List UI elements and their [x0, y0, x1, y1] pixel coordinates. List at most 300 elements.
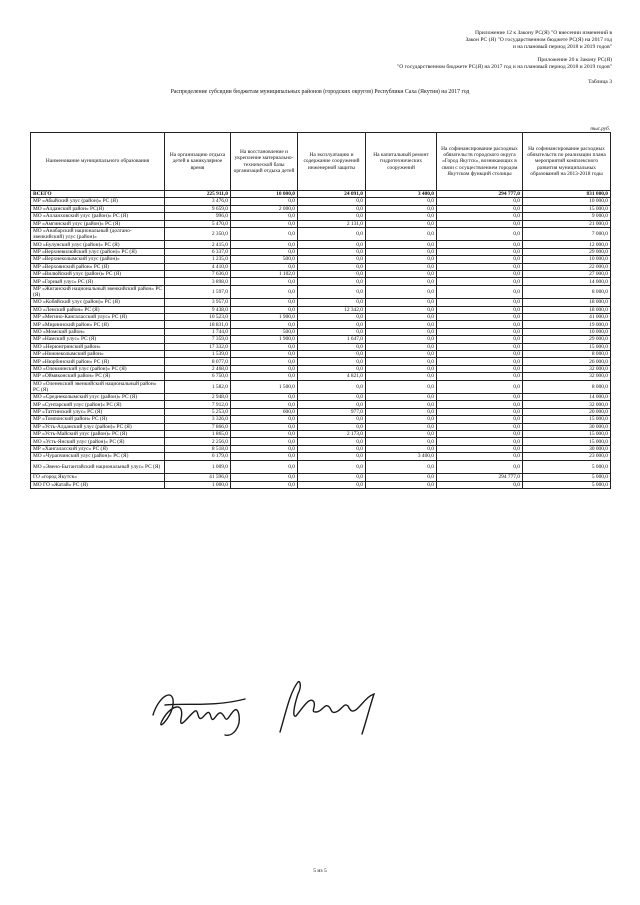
amount-cell: 0,0	[437, 351, 523, 358]
amount-cell: 19 000,0	[523, 321, 611, 328]
amount-cell: 8 518,0	[165, 445, 231, 452]
amount-cell: 15 000,0	[523, 438, 611, 445]
amount-cell: 0,0	[366, 474, 437, 481]
municipality-name: МР «Нюрбинский район» РС (Я)	[31, 358, 165, 365]
amount-cell: 41 596,0	[165, 474, 231, 481]
municipality-name: МО «Эвено-Бытантайский национальный улус» РС (Я)	[31, 460, 165, 474]
municipality-name: МР «Мегино-Кангаласский улус» РС (Я)	[31, 314, 165, 321]
amount-cell: 8 000,0	[523, 380, 611, 394]
amount-cell: 0,0	[366, 380, 437, 394]
amount-cell: 0,0	[437, 220, 523, 227]
municipality-name: МР «Хангаласский улус» РС (Я)	[31, 445, 165, 452]
amount-cell: 0,0	[366, 198, 437, 205]
amount-cell: 0,0	[298, 278, 366, 285]
total-cell: 294 777,0	[437, 191, 523, 198]
table-row	[31, 299, 611, 306]
annex-20-header	[312, 57, 612, 71]
municipality-name: МО «Момский район»	[31, 328, 165, 335]
annex-12-line: Приложение 12 к Закону РС(Я) "О внесении изменений в	[474, 30, 612, 36]
amount-cell: 0,0	[366, 271, 437, 278]
amount-cell: 0,0	[366, 431, 437, 438]
amount-cell: 1 500,0	[231, 380, 298, 394]
amount-cell: 32 000,0	[523, 365, 611, 372]
amount-cell: 0,0	[366, 299, 437, 306]
amount-cell: 0,0	[298, 271, 366, 278]
amount-cell: 0,0	[231, 358, 298, 365]
amount-cell: 0,0	[366, 358, 437, 365]
amount-cell: 4 821,0	[298, 373, 366, 380]
amount-cell: 0,0	[437, 373, 523, 380]
amount-cell: 0,0	[366, 213, 437, 220]
table-row	[31, 285, 611, 299]
amount-cell: 3 400,0	[366, 453, 437, 460]
municipality-name: МР «Томпонский район» РС (Я)	[31, 416, 165, 423]
amount-cell: 0,0	[231, 248, 298, 255]
amount-cell: 0,0	[298, 321, 366, 328]
amount-cell: 0,0	[366, 343, 437, 350]
amount-cell: 0,0	[231, 431, 298, 438]
amount-cell: 0,0	[366, 278, 437, 285]
amount-cell: 0,0	[366, 401, 437, 408]
amount-cell: 0,0	[298, 380, 366, 394]
amount-cell: 10 000,0	[523, 328, 611, 335]
amount-cell: 0,0	[437, 306, 523, 313]
table-row	[31, 445, 611, 452]
amount-cell: 0,0	[437, 445, 523, 452]
municipality-name: МР «Верхоянский район» РС (Я)	[31, 263, 165, 270]
municipality-name: МО ГО «Жатай» РС (Я)	[31, 481, 165, 488]
amount-cell: 1 900,0	[231, 314, 298, 321]
amount-cell: 12 342,0	[298, 306, 366, 313]
amount-cell: 6 337,0	[165, 248, 231, 255]
amount-cell: 0,0	[437, 248, 523, 255]
amount-cell: 7 359,0	[165, 336, 231, 343]
amount-cell: 0,0	[298, 351, 366, 358]
amount-cell: 0,0	[437, 343, 523, 350]
amount-cell: 9 659,0	[165, 205, 231, 212]
amount-cell: 0,0	[231, 438, 298, 445]
amount-cell: 0,0	[298, 256, 366, 263]
municipality-name: МР «Оймяконский район» РС (Я)	[31, 373, 165, 380]
amount-cell: 10 000,0	[523, 198, 611, 205]
municipality-name: МО «Алданский район» РС(Я)	[31, 205, 165, 212]
table-row	[31, 431, 611, 438]
amount-cell: 14 000,0	[523, 278, 611, 285]
amount-cell: 18 000,0	[523, 299, 611, 306]
amount-cell: 0,0	[298, 241, 366, 248]
annex-12-line: и на плановый период 2018 и 2019 годов"	[512, 44, 612, 50]
amount-cell: 0,0	[298, 205, 366, 212]
amount-cell: 0,0	[366, 365, 437, 372]
amount-cell: 0,0	[366, 351, 437, 358]
total-cell: 225 911,0	[165, 191, 231, 198]
amount-cell: 0,0	[437, 271, 523, 278]
amount-cell: 0,0	[366, 336, 437, 343]
amount-cell: 29 000,0	[523, 336, 611, 343]
amount-cell: 5 000,0	[523, 481, 611, 488]
amount-cell: 0,0	[366, 314, 437, 321]
amount-cell: 5 470,0	[165, 220, 231, 227]
document-title: Распределение субсидии бюджетам муниципальных районов (городских округов) Республики Саха (Якутия) на 2017 год	[170, 89, 470, 95]
table-row	[31, 336, 611, 343]
amount-cell: 600,0	[231, 408, 298, 415]
amount-cell: 7 000,0	[523, 227, 611, 241]
amount-cell: 9 438,0	[165, 306, 231, 313]
amount-cell: 12 000,0	[523, 241, 611, 248]
amount-cell: 0,0	[437, 241, 523, 248]
amount-cell: 2 131,0	[298, 220, 366, 227]
amount-cell: 0,0	[366, 328, 437, 335]
amount-cell: 3 898,0	[165, 278, 231, 285]
table-row	[31, 401, 611, 408]
page-number: 5 из 5	[313, 868, 327, 874]
table-row	[31, 394, 611, 401]
amount-cell: 5 000,0	[523, 474, 611, 481]
amount-cell: 0,0	[298, 285, 366, 299]
table-row	[31, 351, 611, 358]
amount-cell: 500,0	[231, 328, 298, 335]
amount-cell: 0,0	[231, 227, 298, 241]
amount-cell: 0,0	[231, 241, 298, 248]
units-label: тыс.руб.	[590, 126, 610, 132]
table-row	[31, 358, 611, 365]
amount-cell: 2 415,0	[165, 241, 231, 248]
amount-cell: 0,0	[231, 401, 298, 408]
table-row	[31, 306, 611, 313]
amount-cell: 0,0	[298, 343, 366, 350]
amount-cell: 0,0	[437, 227, 523, 241]
annex-12-line: Закон РС (Я) "О государственном бюджете РС(Я) на 2017 год	[465, 37, 612, 43]
municipality-name: МО «Кобяйский улус (район)» РС (Я)	[31, 299, 165, 306]
table-row	[31, 220, 611, 227]
amount-cell: 0,0	[231, 365, 298, 372]
amount-cell: 0,0	[437, 460, 523, 474]
amount-cell: 0,0	[366, 256, 437, 263]
column-header: На эксплуатацию и содержание сооружений инженерной защиты	[298, 133, 366, 191]
table-row	[31, 241, 611, 248]
amount-cell: 0,0	[231, 213, 298, 220]
amount-cell: 0,0	[437, 314, 523, 321]
amount-cell: 0,0	[298, 401, 366, 408]
column-header: На софинансирование расходных обязательств городского округа «Город Якутск», возникающих в связи с осуществлением городом Якутском функций столицы	[437, 133, 523, 191]
amount-cell: 0,0	[366, 285, 437, 299]
amount-cell: 8 000,0	[523, 285, 611, 299]
amount-cell: 0,0	[437, 416, 523, 423]
amount-cell: 0,0	[437, 365, 523, 372]
amount-cell: 18 000,0	[523, 306, 611, 313]
municipality-name: МР «Усть-Майский улус (район)» РС (Я)	[31, 431, 165, 438]
table-row	[31, 416, 611, 423]
amount-cell: 30 000,0	[523, 423, 611, 430]
amount-cell: 1 647,0	[298, 336, 366, 343]
amount-cell: 15 000,0	[523, 343, 611, 350]
table-row	[31, 328, 611, 335]
amount-cell: 0,0	[231, 373, 298, 380]
municipality-name: МР «Намский улус» РС (Я)	[31, 336, 165, 343]
table-row	[31, 373, 611, 380]
table-row	[31, 248, 611, 255]
table-label: Таблица 3	[588, 79, 612, 85]
column-header: На софинансирование расходных обязательств по реализации плана мероприятий комплексного развития муниципальных образований на 2013-2018 годы	[523, 133, 611, 191]
column-header: На организацию отдыха детей в каникулярное время	[165, 133, 231, 191]
total-label: ВСЕГО	[31, 191, 165, 198]
amount-cell: 6 179,0	[165, 453, 231, 460]
amount-cell: 0,0	[298, 453, 366, 460]
table-row	[31, 474, 611, 481]
amount-cell: 9 000,0	[523, 213, 611, 220]
municipality-name: МО «Олекминский улус (район)» РС (Я)	[31, 365, 165, 372]
amount-cell: 996,0	[165, 213, 231, 220]
amount-cell: 7 866,0	[165, 423, 231, 430]
amount-cell: 2 468,0	[165, 365, 231, 372]
amount-cell: 0,0	[298, 328, 366, 335]
amount-cell: 0,0	[231, 306, 298, 313]
amount-cell: 0,0	[298, 227, 366, 241]
amount-cell: 17 332,0	[165, 343, 231, 350]
amount-cell: 0,0	[366, 321, 437, 328]
table-row	[31, 481, 611, 488]
amount-cell: 0,0	[231, 453, 298, 460]
amount-cell: 0,0	[231, 460, 298, 474]
amount-cell: 0,0	[366, 445, 437, 452]
annex-20-line: "О государственном бюджете РС(Я) на 2017 год и на плановый период 2018 и 2019 годов"	[396, 64, 612, 70]
total-cell: 10 000,0	[231, 191, 298, 198]
amount-cell: 2 948,0	[165, 394, 231, 401]
table-row	[31, 343, 611, 350]
amount-cell: 0,0	[298, 416, 366, 423]
amount-cell: 0,0	[437, 278, 523, 285]
amount-cell: 0,0	[366, 373, 437, 380]
annex-12-header	[382, 30, 612, 51]
municipality-name: МО «Нерюнгринский район»	[31, 343, 165, 350]
amount-cell: 41 000,0	[523, 314, 611, 321]
amount-cell: 3 326,0	[165, 416, 231, 423]
amount-cell: 0,0	[231, 285, 298, 299]
amount-cell: 0,0	[366, 227, 437, 241]
amount-cell: 0,0	[437, 205, 523, 212]
amount-cell: 0,0	[366, 408, 437, 415]
amount-cell: 0,0	[231, 445, 298, 452]
amount-cell: 0,0	[298, 394, 366, 401]
amount-cell: 0,0	[437, 431, 523, 438]
municipality-name: МО «Оленекский эвенкийский национальный район» РС (Я)	[31, 380, 165, 394]
amount-cell: 20 000,0	[523, 408, 611, 415]
table-row	[31, 365, 611, 372]
amount-cell: 0,0	[231, 481, 298, 488]
table-row	[31, 321, 611, 328]
municipality-name: МР «Верхнеколымский улус (район)»	[31, 256, 165, 263]
amount-cell: 14 000,0	[523, 394, 611, 401]
amount-cell: 10 000,0	[523, 256, 611, 263]
amount-cell: 5 000,0	[523, 460, 611, 474]
amount-cell: 1 597,0	[165, 285, 231, 299]
amount-cell: 29 000,0	[523, 248, 611, 255]
amount-cell: 0,0	[231, 220, 298, 227]
amount-cell: 1 539,0	[165, 351, 231, 358]
amount-cell: 0,0	[437, 285, 523, 299]
amount-cell: 0,0	[231, 423, 298, 430]
table-row	[31, 271, 611, 278]
amount-cell: 2 350,0	[165, 227, 231, 241]
amount-cell: 0,0	[437, 321, 523, 328]
amount-cell: 0,0	[437, 423, 523, 430]
municipality-name: МО «Ленский район» РС (Я)	[31, 306, 165, 313]
municipality-name: МР «Вилюйский улус (район)» РС (Я)	[31, 271, 165, 278]
amount-cell: 1 582,0	[165, 380, 231, 394]
amount-cell: 1 235,0	[165, 256, 231, 263]
amount-cell: 0,0	[366, 248, 437, 255]
amount-cell: 0,0	[298, 474, 366, 481]
table-row	[31, 256, 611, 263]
amount-cell: 7 912,0	[165, 401, 231, 408]
amount-cell: 0,0	[437, 481, 523, 488]
amount-cell: 2 173,0	[298, 431, 366, 438]
municipality-name: МР «Горный улус» РС (Я)	[31, 278, 165, 285]
total-cell: 24 091,0	[298, 191, 366, 198]
amount-cell: 1 000,0	[165, 481, 231, 488]
municipality-name: МО «Булунский улус (район)» РС (Я)	[31, 241, 165, 248]
municipality-name: МО «Среднеколымский улус (район)» РС (Я)	[31, 394, 165, 401]
table-row	[31, 314, 611, 321]
amount-cell: 8 000,0	[523, 351, 611, 358]
amount-cell: 0,0	[437, 408, 523, 415]
municipality-name: МО «Анабарский национальный (долгано-эвенкийский) улус (район)»	[31, 227, 165, 241]
amount-cell: 0,0	[231, 416, 298, 423]
amount-cell: 32 000,0	[523, 401, 611, 408]
amount-cell: 5 253,0	[165, 408, 231, 415]
signature-2-image	[270, 672, 390, 742]
total-cell: 3 400,0	[366, 191, 437, 198]
amount-cell: 7 636,0	[165, 271, 231, 278]
amount-cell: 1 865,0	[165, 431, 231, 438]
amount-cell: 0,0	[298, 438, 366, 445]
amount-cell: 0,0	[366, 220, 437, 227]
amount-cell: 0,0	[366, 205, 437, 212]
amount-cell: 0,0	[231, 263, 298, 270]
amount-cell: 2 256,0	[165, 438, 231, 445]
municipality-name: МО «Аллаиховский улус (район)» РС (Я)	[31, 213, 165, 220]
amount-cell: 0,0	[298, 263, 366, 270]
amount-cell: 0,0	[437, 438, 523, 445]
municipality-name: МР «Жиганский национальный эвенкийский район» РС (Я)	[31, 285, 165, 299]
amount-cell: 21 000,0	[523, 220, 611, 227]
amount-cell: 0,0	[437, 328, 523, 335]
table-row	[31, 263, 611, 270]
amount-cell: 0,0	[298, 198, 366, 205]
amount-cell: 1 744,0	[165, 328, 231, 335]
amount-cell: 15 000,0	[523, 205, 611, 212]
amount-cell: 0,0	[437, 336, 523, 343]
total-cell: 831 000,0	[523, 191, 611, 198]
amount-cell: 0,0	[437, 453, 523, 460]
amount-cell: 0,0	[437, 401, 523, 408]
amount-cell: 27 000,0	[523, 271, 611, 278]
amount-cell: 0,0	[366, 263, 437, 270]
amount-cell: 0,0	[231, 278, 298, 285]
column-header: На восстановление и укрепление материально-технической базы организаций отдыха детей	[231, 133, 298, 191]
amount-cell: 0,0	[437, 380, 523, 394]
amount-cell: 0,0	[366, 481, 437, 488]
municipality-name: МР «Верхневилюйский улус (район)» РС (Я)	[31, 248, 165, 255]
municipality-name: МР «Абыйский улус (район)» РС (Я)	[31, 198, 165, 205]
amount-cell: 15 000,0	[523, 416, 611, 423]
amount-cell: 0,0	[366, 416, 437, 423]
amount-cell: 0,0	[437, 263, 523, 270]
amount-cell: 0,0	[366, 460, 437, 474]
municipality-name: МР «Нижнеколымский район»	[31, 351, 165, 358]
amount-cell: 0,0	[366, 306, 437, 313]
municipality-name: МО «Усть-Янский улус (район)» РС (Я)	[31, 438, 165, 445]
table-row	[31, 453, 611, 460]
table-row	[31, 278, 611, 285]
municipality-name: МО «Чурапчинский улус (район)» РС (Я)	[31, 453, 165, 460]
signature-1-image	[145, 675, 255, 745]
amount-cell: 0,0	[231, 351, 298, 358]
table-row	[31, 423, 611, 430]
municipality-name: ГО «город Якутск»	[31, 474, 165, 481]
amount-cell: 0,0	[298, 248, 366, 255]
amount-cell: 0,0	[437, 213, 523, 220]
table-row	[31, 205, 611, 212]
amount-cell: 0,0	[231, 394, 298, 401]
subsidy-table	[30, 132, 611, 489]
amount-cell: 0,0	[366, 438, 437, 445]
municipality-name: МР «Таттинский улус» РС (Я)	[31, 408, 165, 415]
amount-cell: 8 077,0	[165, 358, 231, 365]
amount-cell: 0,0	[366, 241, 437, 248]
amount-cell: 0,0	[298, 460, 366, 474]
amount-cell: 0,0	[298, 299, 366, 306]
table-body	[31, 191, 611, 489]
municipality-name: МР «Амгинский улус (район)» РС (Я)	[31, 220, 165, 227]
table-header-row	[31, 133, 611, 191]
amount-cell: 26 000,0	[523, 358, 611, 365]
amount-cell: 1 009,0	[165, 460, 231, 474]
amount-cell: 0,0	[231, 321, 298, 328]
table-row	[31, 460, 611, 474]
municipality-name: МР «Сунтарский улус (район)» РС (Я)	[31, 401, 165, 408]
amount-cell: 0,0	[231, 474, 298, 481]
total-row	[31, 191, 611, 198]
amount-cell: 0,0	[298, 314, 366, 321]
column-header: На капитальный ремонт гидротехнических сооружений	[366, 133, 437, 191]
amount-cell: 500,0	[231, 256, 298, 263]
amount-cell: 977,0	[298, 408, 366, 415]
amount-cell: 0,0	[437, 394, 523, 401]
amount-cell: 0,0	[298, 365, 366, 372]
amount-cell: 0,0	[437, 198, 523, 205]
amount-cell: 0,0	[298, 481, 366, 488]
amount-cell: 3 957,0	[165, 299, 231, 306]
municipality-name: МР «Мирнинский район» РС (Я)	[31, 321, 165, 328]
table-row	[31, 408, 611, 415]
table-row	[31, 438, 611, 445]
amount-cell: 32 000,0	[523, 373, 611, 380]
amount-cell: 0,0	[366, 423, 437, 430]
municipality-name: МР «Усть-Алданский улус (район)» РС (Я)	[31, 423, 165, 430]
amount-cell: 1 102,0	[231, 271, 298, 278]
amount-cell: 0,0	[231, 198, 298, 205]
annex-20-line: Приложение 20 к Закону РС(Я)	[537, 57, 612, 63]
amount-cell: 30 000,0	[523, 445, 611, 452]
amount-cell: 23 000,0	[523, 453, 611, 460]
amount-cell: 3 476,0	[165, 198, 231, 205]
amount-cell: 6 750,0	[165, 373, 231, 380]
table-row	[31, 227, 611, 241]
amount-cell: 18 831,0	[165, 321, 231, 328]
table-row	[31, 213, 611, 220]
amount-cell: 0,0	[298, 423, 366, 430]
